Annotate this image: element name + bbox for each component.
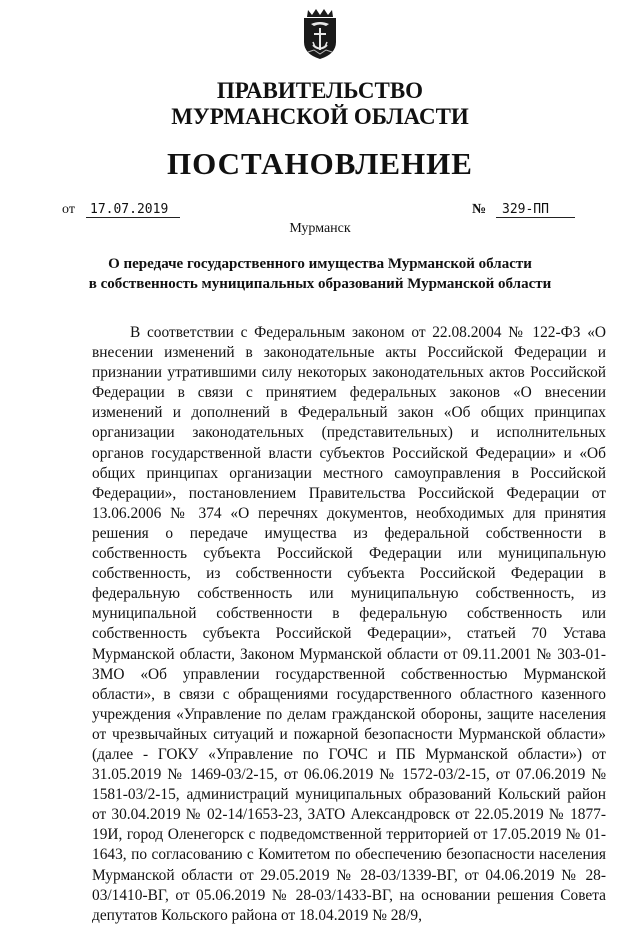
organization-line-1: ПРАВИТЕЛЬСТВО — [216, 78, 424, 103]
document-number: 329-ПП — [496, 202, 575, 218]
document-type-title: ПОСТАНОВЛЕНИЕ — [167, 146, 473, 181]
coat-of-arms-icon — [302, 8, 338, 60]
subject-line-1: О передаче государственного имущества Мурманской области — [108, 256, 532, 272]
body-paragraph-container — [92, 323, 606, 926]
organization-line-2: МУРМАНСКОЙ ОБЛАСТИ — [171, 104, 469, 129]
number-prefix: № — [472, 202, 487, 217]
body-paragraph: В соответствии с Федеральным законом от 22.08.2004 № 122-ФЗ «О внесении изменений в законодательные акты Российской Федерации и признании утратившими силу некоторых законодательных актов Российской Федерации в связи с принятием федеральных законов «О внесении изменений и дополнений в Федеральный закон «Об общих принципах организации законодательных (представительных) и исполнительных органов государственной власти субъектов Российской Федерации» и «Об общих принципах организации местного самоуправления в Российской Федерации», постановлением Правительства Российской Федерации от 13.06.2006 № 374 «О перечнях документов, необходимых для принятия решения о передаче имущества из федеральной собственности в собственность субъекта Российской Федерации или муниципальную собственность, из собственности субъекта Российской Федерации в федеральную собственность или муниципальную собственность, из муниципальной собственности в федеральную собственность или собственность субъекта Российской Федерации», статьей 70 Устава Мурманской области, Законом Мурманской области от 09.11.2001 № 303-01-ЗМО «Об управлении государственной собственностью Мурманской области», в связи с обращениями государственного областного казенного учреждения «Управление по делам гражданской обороны, защите населения от чрезвычайных ситуаций и пожарной безопасности Мурманской области» (далее - ГОКУ «Управление по ГОЧС и ПБ Мурманской области») от 31.05.2019 № 1469-03/2-15, от 06.06.2019 № 1572-03/2-15, от 07.06.2019 № 1581-03/2-15, администраций муниципальных образований Кольский район от 30.04.2019 № 02-14/1653-23, ЗАТО Александровск от 22.05.2019 № 1877-19И, город Оленегорск с подведомственной территорией от 17.05.2019 № 01-1643, по согласованию с Комитетом по обеспечению безопасности населения Мурманской области от 29.05.2019 № 28-03/1339-ВГ, от 04.06.2019 № 28-03/1410-ВГ, от 05.06.2019 № 28-03/1433-ВГ, на основании решения Совета депутатов Кольского района от 18.04.2019 № 28/9, — [92, 324, 606, 924]
document-date: 17.07.2019 — [86, 202, 180, 218]
subject-line-2: в собственность муниципальных образований Мурманской области — [88, 276, 552, 292]
city: Мурманск — [289, 221, 351, 236]
date-prefix: от — [62, 202, 75, 217]
